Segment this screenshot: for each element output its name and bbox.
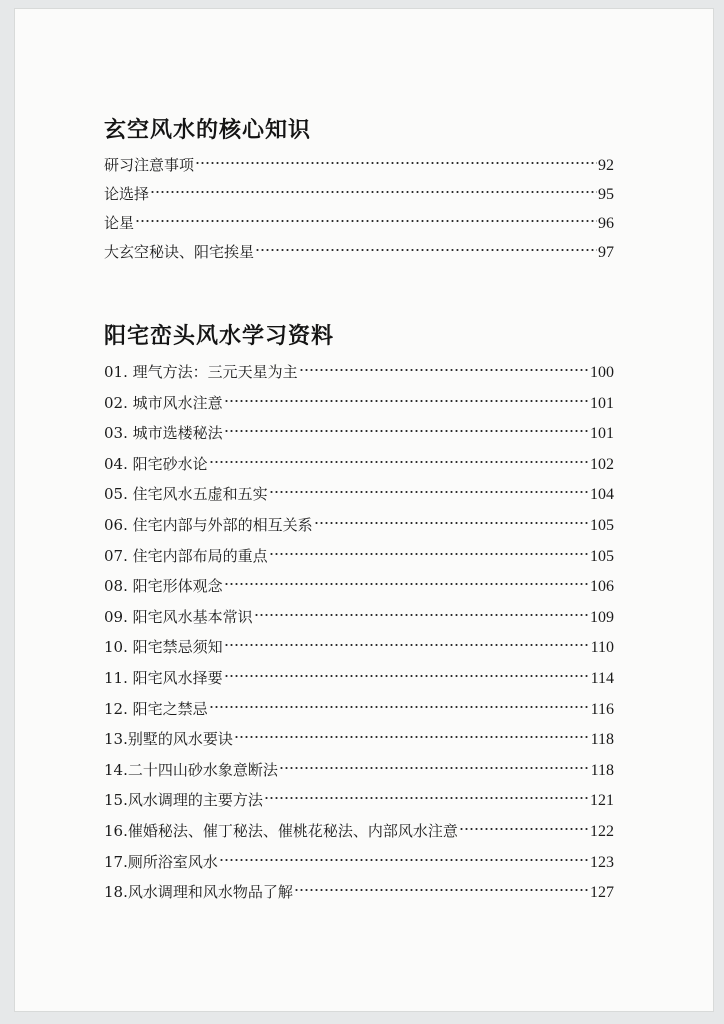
dot-leader [255, 247, 597, 253]
toc-entry-label: 12. 阳宅之禁忌 [104, 699, 208, 718]
dot-leader [234, 734, 590, 740]
toc-entry[interactable] [104, 449, 614, 480]
toc-page-number: 116 [590, 700, 614, 718]
toc-page-number: 101 [590, 394, 614, 412]
toc-entry-label: 18.风水调理和风水物品了解 [104, 883, 293, 902]
toc-entry[interactable] [104, 877, 614, 908]
toc-entry[interactable] [104, 238, 614, 267]
toc-section-yangzhai [104, 319, 614, 908]
toc-entry[interactable] [104, 541, 614, 572]
dot-leader [224, 642, 590, 648]
toc-page-number: 118 [590, 761, 614, 779]
toc-entry-label: 10. 阳宅禁忌须知 [104, 638, 223, 657]
dot-leader [314, 520, 589, 526]
dot-leader [459, 826, 589, 832]
dot-leader [294, 887, 589, 893]
toc-list [104, 151, 614, 267]
toc-entry[interactable] [104, 785, 614, 816]
toc-page-number: 123 [590, 853, 614, 871]
toc-list [104, 357, 614, 908]
toc-entry[interactable] [104, 755, 614, 786]
toc-entry-label: 05. 住宅风水五虚和五实 [104, 485, 268, 504]
dot-leader [209, 459, 589, 465]
dot-leader [269, 489, 589, 495]
toc-page-number: 95 [598, 186, 614, 203]
toc-entry-label: 研习注意事项 [104, 156, 195, 174]
toc-entry[interactable] [104, 663, 614, 694]
toc-page-number: 101 [590, 425, 614, 443]
toc-page-number: 100 [590, 364, 614, 381]
toc-entry[interactable] [104, 479, 614, 510]
toc-page-number: 110 [590, 639, 614, 657]
toc-entry-label: 07. 住宅内部布局的重点 [104, 546, 268, 565]
dot-leader [150, 189, 597, 195]
toc-entry-label: 11. 阳宅风水择要 [104, 668, 223, 687]
toc-entry[interactable] [104, 724, 614, 755]
toc-page-number: 121 [590, 792, 614, 810]
toc-entry-label: 04. 阳宅砂水论 [104, 454, 208, 473]
toc-entry-label: 论星 [104, 214, 135, 232]
toc-entry[interactable] [104, 632, 614, 663]
document-page [14, 8, 714, 1012]
dot-leader [254, 612, 589, 618]
toc-page-number: 96 [598, 215, 614, 232]
toc-entry-label: 16.催婚秘法、催丁秘法、催桃花秘法、内部风水注意 [104, 821, 458, 840]
toc-entry-label: 01. 理气方法：三元天星为主 [104, 363, 298, 381]
toc-entry-label: 大玄空秘诀、阳宅挨星 [104, 243, 255, 261]
dot-leader [299, 367, 589, 373]
toc-entry-label: 08. 阳宅形体观念 [104, 577, 223, 596]
toc-entry[interactable] [104, 180, 614, 209]
toc-entry[interactable] [104, 357, 614, 388]
toc-entry-label: 15.风水调理的主要方法 [104, 791, 263, 810]
dot-leader [135, 218, 597, 224]
toc-page-number: 109 [590, 608, 614, 626]
dot-leader [224, 398, 589, 404]
toc-entry-label: 13.别墅的风水要诀 [104, 730, 233, 749]
toc-entry-label: 14.二十四山砂水象意断法 [104, 760, 278, 779]
toc-entry-label: 03. 城市选楼秘法 [104, 424, 223, 443]
toc-page-number: 105 [590, 516, 614, 534]
toc-page-number: 118 [590, 731, 614, 749]
dot-leader [269, 551, 589, 557]
toc-entry[interactable] [104, 816, 614, 847]
toc-entry[interactable] [104, 151, 614, 180]
toc-entry-label: 17.厕所浴室风水 [104, 852, 218, 871]
section-title: 玄空风水的核心知识 [104, 117, 312, 143]
toc-page-number: 105 [590, 547, 614, 565]
section-title: 阳宅峦头风水学习资料 [104, 323, 335, 349]
toc-entry-label: 论选择 [104, 185, 150, 203]
toc-page-number: 114 [590, 669, 614, 687]
toc-entry[interactable] [104, 510, 614, 541]
toc-page-number: 122 [590, 822, 614, 840]
dot-leader [195, 160, 597, 166]
toc-page-number: 104 [590, 486, 614, 504]
toc-entry[interactable] [104, 418, 614, 449]
dot-leader [209, 704, 590, 710]
toc-page-number: 106 [590, 578, 614, 596]
toc-entry[interactable] [104, 209, 614, 238]
dot-leader [224, 428, 589, 434]
dot-leader [264, 795, 589, 801]
toc-entry[interactable] [104, 694, 614, 725]
toc-entry[interactable] [104, 388, 614, 419]
toc-entry[interactable] [104, 847, 614, 878]
dot-leader [279, 765, 590, 771]
toc-section-xuankong [104, 113, 614, 267]
toc-entry-label: 06. 住宅内部与外部的相互关系 [104, 515, 313, 534]
toc-page-number: 97 [598, 244, 614, 261]
toc-page-number: 127 [590, 884, 614, 902]
toc-entry[interactable] [104, 602, 614, 633]
toc-page-number: 102 [590, 455, 614, 473]
dot-leader [224, 581, 589, 587]
dot-leader [224, 673, 590, 679]
toc-entry[interactable] [104, 571, 614, 602]
toc-page-number: 92 [598, 157, 614, 174]
dot-leader [219, 857, 589, 863]
toc-entry-label: 02. 城市风水注意 [104, 393, 223, 412]
toc-entry-label: 09. 阳宅风水基本常识 [104, 607, 253, 626]
